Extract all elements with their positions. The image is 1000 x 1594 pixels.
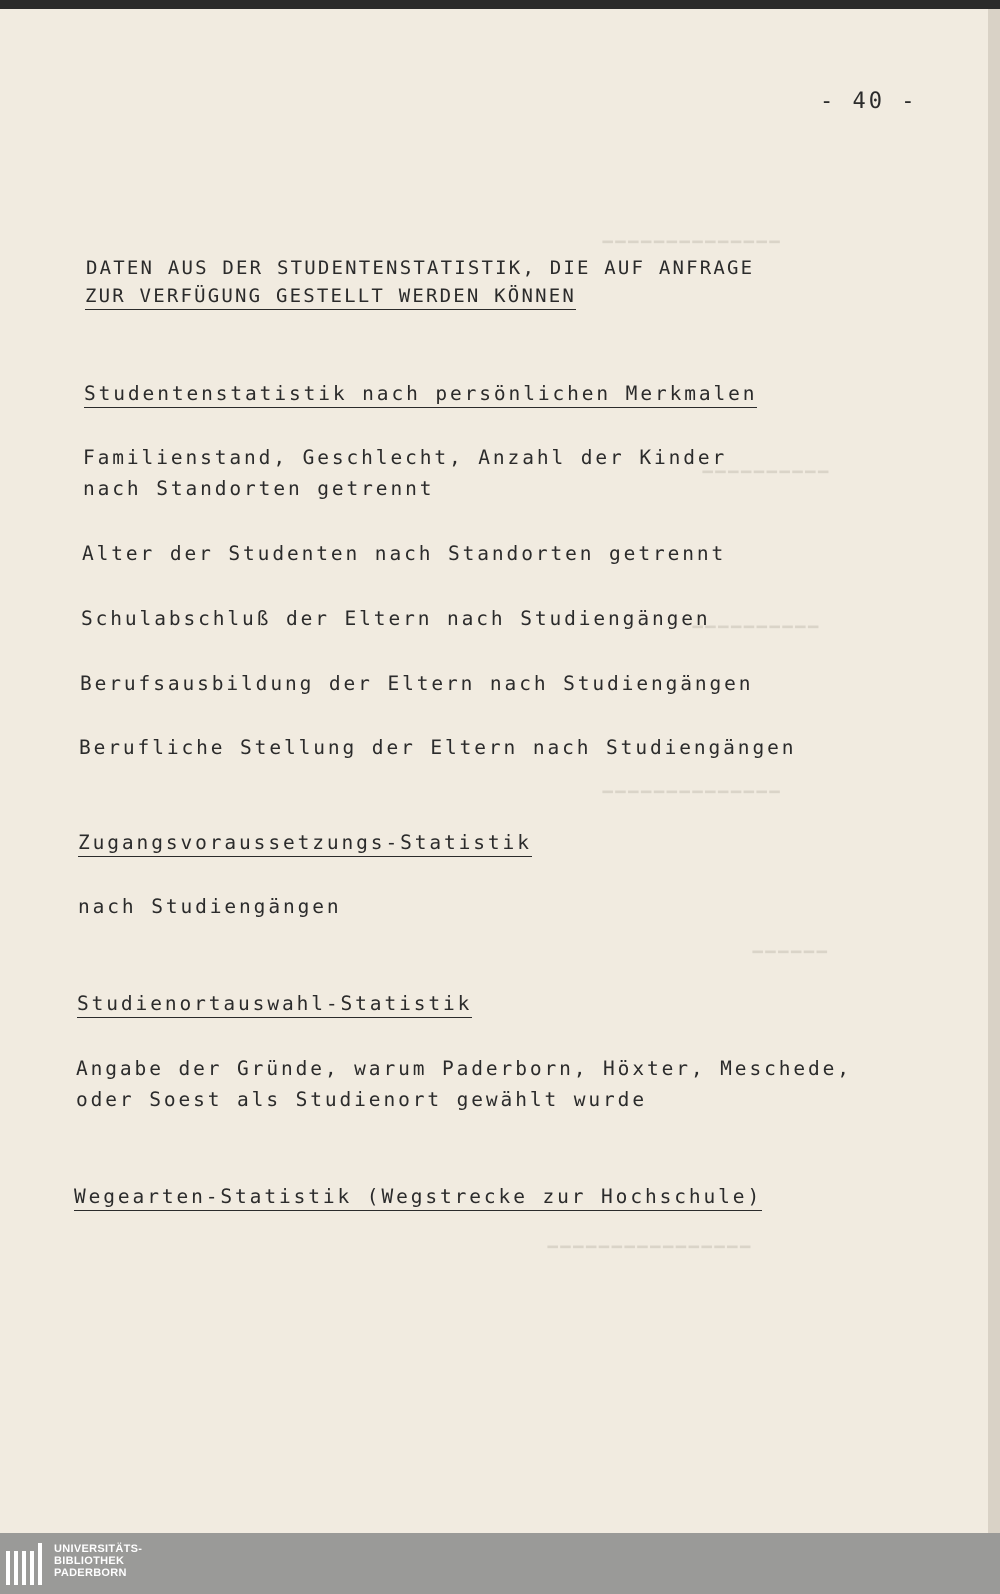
document-page (0, 9, 988, 1533)
section-title-personal: Studentenstatistik nach persönlichen Merkmalen (84, 382, 757, 408)
bleed-through-texture: ▁▁▁▁▁▁▁▁▁▁ (700, 454, 829, 474)
section-title-access: Zugangsvoraussetzungs-Statistik (78, 831, 532, 857)
library-logo-icon (6, 1543, 46, 1585)
item-age: Alter der Studenten nach Standorten getrennt (82, 542, 727, 565)
library-logo-text (54, 1543, 142, 1579)
heading-line-2: ZUR VERFÜGUNG GESTELLT WERDEN KÖNNEN (85, 284, 576, 310)
section-title-commute: Wegearten-Statistik (Wegstrecke zur Hochschule) (74, 1185, 762, 1211)
item-school-degree: Schulabschluß der Eltern nach Studiengängen (81, 607, 711, 630)
bleed-through-texture: ▁▁▁▁▁▁▁▁▁▁ (690, 609, 819, 629)
item-reasons-line-1: Angabe der Gründe, warum Paderborn, Höxter, Meschede, (76, 1057, 852, 1080)
bleed-through-texture: ▁▁▁▁▁▁ (750, 934, 828, 954)
item-by-location: nach Standorten getrennt (83, 477, 435, 500)
section-title-location-choice: Studienortauswahl-Statistik (77, 992, 472, 1018)
logo-line-3: PADERBORN (54, 1567, 127, 1579)
heading-line-1: DATEN AUS DER STUDENTENSTATISTIK, DIE AUF ANFRAGE (86, 257, 755, 279)
bleed-through-texture: ▁▁▁▁▁▁▁▁▁▁▁▁▁▁▁▁ (545, 1229, 751, 1249)
item-reasons-line-2: oder Soest als Studienort gewählt wurde (76, 1088, 647, 1111)
item-vocational-training: Berufsausbildung der Eltern nach Studiengängen (80, 672, 754, 695)
page-edge (988, 9, 1000, 1533)
item-occupational-position: Berufliche Stellung der Eltern nach Studiengängen (79, 736, 797, 759)
bleed-through-texture: ▁▁▁▁▁▁▁▁▁▁▁▁▁▁ (600, 774, 780, 794)
logo-line-2: BIBLIOTHEK (54, 1555, 125, 1567)
item-by-study-programs: nach Studiengängen (78, 895, 342, 918)
page-number: - 40 - (820, 89, 918, 114)
logo-line-1: UNIVERSITÄTS- (54, 1543, 143, 1555)
library-footer (0, 1533, 1000, 1594)
scan-top-bar (0, 0, 1000, 9)
item-family-status: Familienstand, Geschlecht, Anzahl der Kinder (83, 446, 728, 469)
bleed-through-texture: ▁▁▁▁▁▁▁▁▁▁▁▁▁▁ (600, 224, 780, 244)
